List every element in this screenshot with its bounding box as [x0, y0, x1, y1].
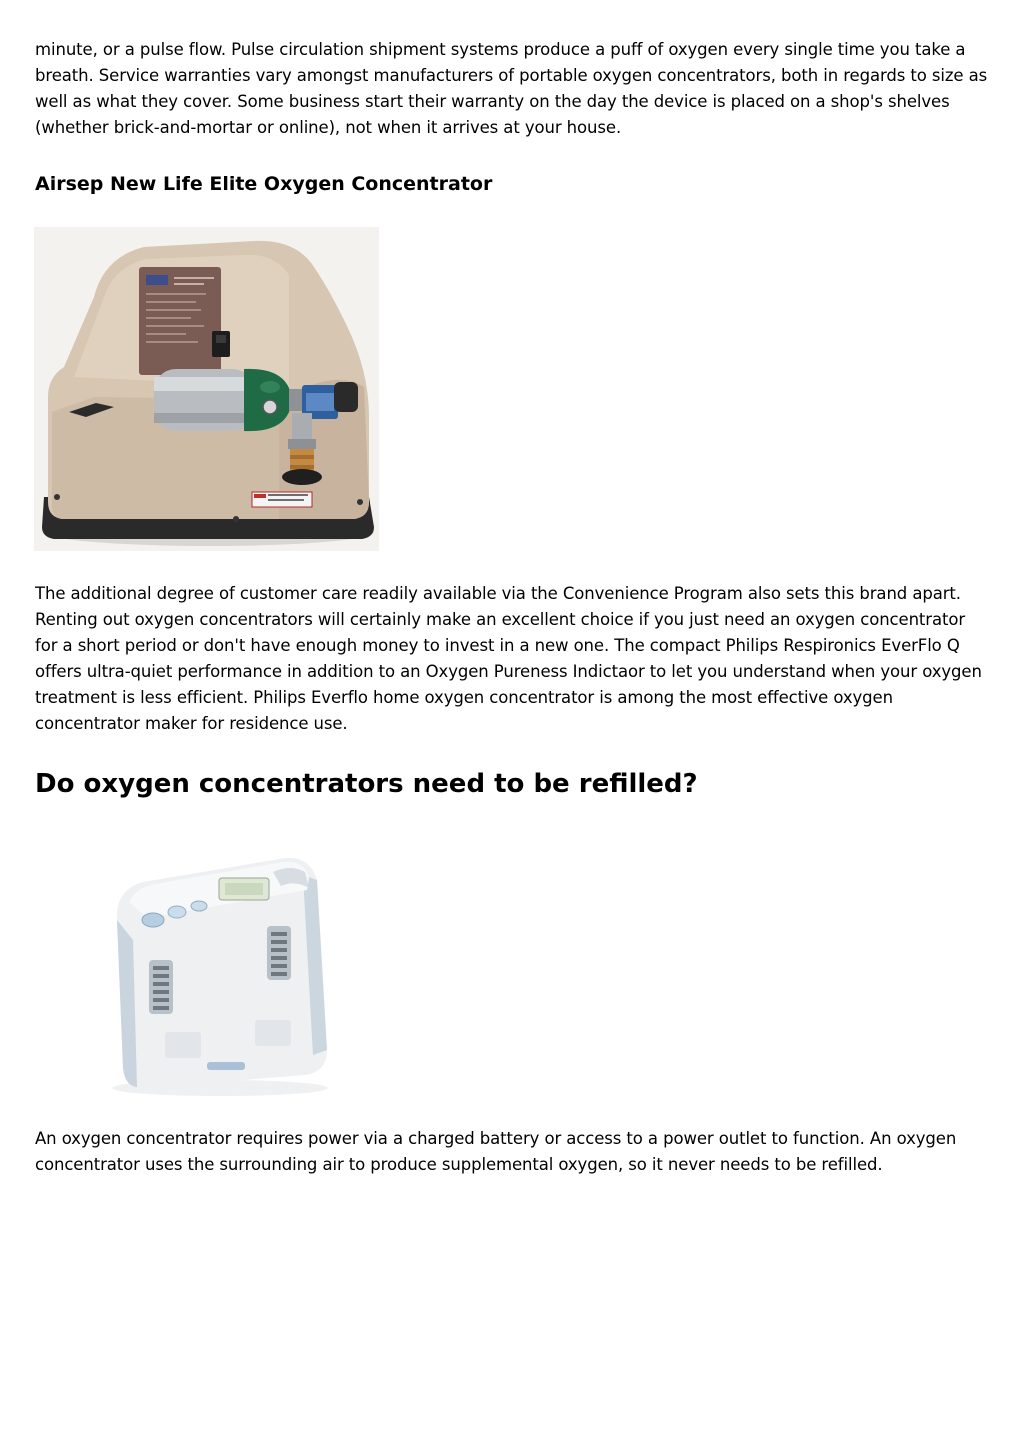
- closing-paragraph: An oxygen concentrator requires power via a charged battery or access to a power outlet to function. An oxygen concentrator uses the surrounding air to produce supplemental oxygen, so it never needs to be refilled.: [35, 1129, 957, 1174]
- intro-paragraph: minute, or a pulse flow. Pulse circulation shipment systems produce a puff of oxygen every single time you take a breath. Service warranties vary amongst manufacturers of portable oxygen concentrators, both in regards to size as well as what they cover. Some business start their warranty on the day the device is placed on a shop's shelves (whether brick-and-mortar or online), not when it arrives at your house.: [35, 40, 988, 137]
- portable-oxygen-concentrator-image: [95, 850, 340, 1100]
- section-heading-refill: Do oxygen concentrators need to be refilled?: [35, 769, 698, 799]
- portable-concentrator-illustration: [95, 850, 340, 1100]
- middle-paragraph: The additional degree of customer care readily available via the Convenience Program also sets this brand apart. Renting out oxygen concentrators will certainly make an excellent choice if you just need an oxygen concentrator for a short period or don't have enough money to invest in a new one. The compact Philips Respironics EverFlo Q offers ultra-quiet performance in addition to an Oxygen Pureness Indictaor to let you understand when your oxygen treatment is less efficient. Philips Everflo home oxygen concentrator is among the most effective oxygen concentrator maker for residence use.: [35, 584, 982, 733]
- section-heading-airsep: Airsep New Life Elite Oxygen Concentrator: [35, 173, 493, 195]
- oxygen-concentrator-illustration: [34, 227, 379, 551]
- oxygen-concentrator-image: [34, 227, 379, 551]
